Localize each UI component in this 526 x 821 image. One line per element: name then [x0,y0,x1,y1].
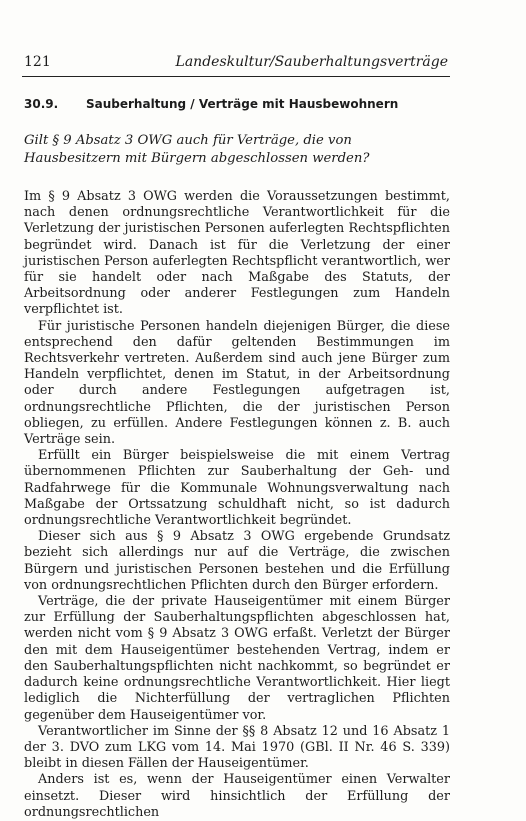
section-heading [24,97,398,111]
running-title: Landeskultur/Sauberhaltungsverträge [175,54,448,70]
section-title: Sauberhaltung / Verträge mit Hausbewohnern [86,97,399,111]
page-number: 121 [24,54,51,70]
body-text [24,189,450,821]
paragraph: Dieser sich aus § 9 Absatz 3 OWG ergebende Grundsatz bezieht sich allerdings nur auf die Verträge, die zwischen Bürgern und juristischen Personen bestehen und die Erfüllung von ordnungsrechtlichen Pflichten durch den Bürger erfordern. [24,529,450,593]
paragraph: Für juristische Personen handeln diejenigen Bürger, die diese entsprechend den dafür geltenden Bestimmungen im Rechtsverkehr vertreten. Außerdem sind auch jene Bürger zum Handeln verpflichtet, denen im Statut, in der Arbeitsordnung oder durch andere Festlegungen aufgetragen ist, ordnungsrechtliche Pflichten, die der juristischen Person obliegen, zu erfüllen. Andere Festlegungen können z. B. auch Verträge sein. [24,318,450,448]
paragraph: Erfüllt ein Bürger beispielsweise die mit einem Vertrag übernommenen Pflichten zur Sauberhaltung der Geh- und Radfahrwege für die Kommunale Wohnungsverwaltung nach Maßgabe der Ortssatzung schuldhaft nicht, so ist dadurch ordnungsrechtliche Verantwortlichkeit begründet. [24,448,450,529]
paragraph: Verantwortlicher im Sinne der §§ 8 Absatz 12 und 16 Absatz 1 der 3. DVO zum LKG vom 14. Mai 1970 (GBl. II Nr. 46 S. 339) bleibt in diesen Fällen der Hauseigentümer. [24,723,450,772]
paragraph: Anders ist es, wenn der Hauseigentümer einen Verwalter einsetzt. Dieser wird hinsichtlich der Erfüllung der ordnungsrechtlichen [24,772,450,820]
paragraph: Im § 9 Absatz 3 OWG werden die Voraussetzungen bestimmt, nach denen ordnungsrechtliche Verantwortlichkeit für die Verletzung der juristischen Personen auferlegten Rechtspflichten begründet wird. Danach ist für die Verletzung der einer juristischen Person auferlegten Rechtspflicht verantwortlich, wer für sie handelt oder nach Maßgabe des Statuts, der Arbeitsordnung oder anderer Festlegungen zum Handeln verpflichtet ist. [24,189,450,318]
section-number: 30.9. [24,97,59,111]
header-rule [22,76,450,77]
running-header [24,54,448,70]
question-text: Gilt § 9 Absatz 3 OWG auch für Verträge, die von Hausbesitzern mit Bürgern abgeschlossen werden? [24,133,370,166]
paragraph: Verträge, die der private Hauseigentümer mit einem Bürger zur Erfüllung der Sauberhaltungspflichten abgeschlossen hat, werden nicht vom § 9 Absatz 3 OWG erfaßt. Verletzt der Bürger den mit dem Hauseigentümer bestehenden Vertrag, indem er den Sauberhaltungspflichten nicht nachkommt, so begründet er dadurch keine ordnungsrechtliche Verantwortlichkeit. Hier liegt lediglich die Nichterfüllung der vertraglichen Pflichten gegenüber dem Hauseigentümer vor. [24,594,450,723]
